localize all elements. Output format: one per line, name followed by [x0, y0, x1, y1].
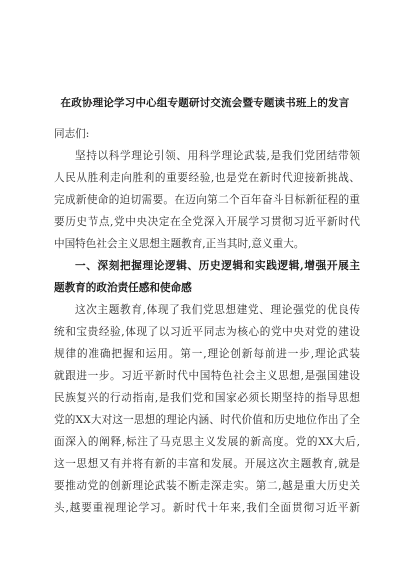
salutation: 同志们: [54, 128, 90, 140]
paragraph-line: 这一思想又有并将有新的丰富和发展。开展这次主题教育,就是 [54, 458, 360, 470]
paragraph-line: 规律的准确把握和运用。第一,理论创新每前进一步,理论武装 [54, 348, 360, 360]
paragraph-line: 民族复兴的行动指南,是我们党和国家必须长期坚持的指导思想 [54, 392, 360, 404]
paragraph-line: 就跟进一步。习近平新时代中国特色社会主义思想,是强国建设 [54, 370, 360, 382]
paragraph-line: 要推动党的创新理论武装不断走深走实。第二,越是重大历史关 [54, 480, 360, 492]
paragraph-line: 中国特色社会主义思想主题教育,正当其时,意义重大。 [54, 238, 305, 250]
section-heading: 题教育的政治责任感和使命感 [54, 282, 192, 294]
paragraph-line: 完成新使命的迫切需要。在迈向第二个百年奋斗目标新征程的重 [54, 194, 360, 206]
section-heading: 一、深刻把握理论逻辑、历史逻辑和实践逻辑,增强开展主 [75, 260, 360, 272]
paragraph-line: 统和宝贵经验,体现了以习近平同志为核心的党中央对党的建设 [54, 326, 360, 338]
paragraph-line: 要历史节点,党中央决定在全党深入开展学习贯彻习近平新时代 [54, 216, 360, 228]
paragraph-line: 这次主题教育,体现了我们党思想建党、理论强党的优良传 [75, 304, 360, 316]
document-title: 在政协理论学习中心组专题研讨交流会暨专题读书班上的发言 [60, 97, 350, 109]
paragraph-line: 党的XX大对这一思想的理论内涵、时代价值和历史地位作出了全 [54, 414, 360, 426]
paragraph-line: 人民从胜利走向胜利的重要经验,也是党在新时代迎接新挑战、 [54, 172, 360, 184]
paragraph-line: 头,越要重视理论学习。新时代十年来,我们全面贯彻习近平新 [54, 502, 360, 514]
paragraph-line: 坚持以科学理论引领、用科学理论武装,是我们党团结带领 [75, 150, 360, 162]
paragraph-line: 面深入的阐释,标注了马克思主义发展的新高度。党的XX大后, [54, 436, 360, 448]
